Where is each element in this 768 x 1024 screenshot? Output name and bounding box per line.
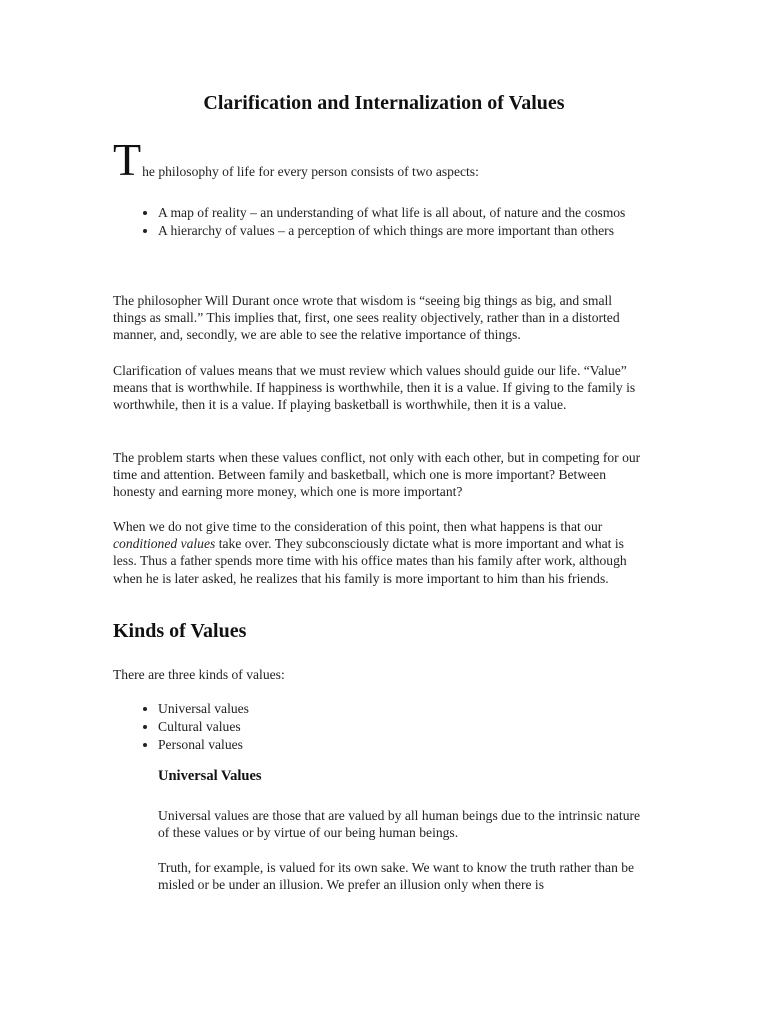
intro-paragraph [113, 134, 673, 185]
paragraph-text: take over. They subconsciously dictate what is more important and what is less. Thus a father spends more time with his office mates than his family after work, although when he is later asked, he realizes that his family is more important to him than his friends. [113, 536, 627, 586]
conditioned-values-emphasis: conditioned values [113, 536, 216, 552]
paragraph-problem: The problem starts when these values conflict, not only with each other, but in competing for our time and attention. Between family and basketball, which one is more important? Between honesty and earning more money, which one is more important? [113, 450, 641, 500]
paragraph-durant: The philosopher Will Durant once wrote that wisdom is “seeing big things as big, and small things as small.” This implies that, first, one sees reality objectively, rather than in a distorted manner, and, secondly, we are able to see the relative importance of things. [113, 293, 620, 343]
kinds-intro: There are three kinds of values: [113, 667, 285, 682]
intro-text: he philosophy of life for every person consists of two aspects: [142, 164, 479, 179]
paragraph-text: When we do not give time to the consideration of this point, then what happens is that our [113, 519, 603, 534]
universal-heading: Universal Values [158, 768, 262, 784]
paragraph-universal-2: Truth, for example, is valued for its own sake. We want to know the truth rather than be misled or be under an illusion. We prefer an illusion only when there is [158, 860, 635, 893]
paragraph-clarification: Clarification of values means that we must review which values should guide our life. “Value” means that is worthwhile. If happiness is worthwhile, then it is a value. If giving to the family is worthwhile, then it is a value. If playing basketball is worthwhile, then it is a value. [113, 363, 636, 413]
document-title: Clarification and Internalization of Values [203, 92, 565, 114]
kinds-heading: Kinds of Values [113, 620, 247, 642]
paragraph-conditioned [113, 518, 643, 587]
aspects-list [113, 204, 678, 240]
list-item: • A map of reality – an understanding of what life is all about, of nature and the cosmos [158, 204, 678, 221]
list-item: • A hierarchy of values – a perception of which things are more important than others [158, 222, 678, 239]
list-item: • Universal values [158, 700, 678, 717]
drop-cap: T [113, 134, 142, 185]
list-item: • Cultural values [158, 718, 678, 735]
paragraph-universal-1: Universal values are those that are valued by all human beings due to the intrinsic nature of these values or by virtue of our being human beings. [158, 808, 641, 841]
kinds-list [113, 700, 678, 754]
list-item: • Personal values [158, 736, 678, 753]
